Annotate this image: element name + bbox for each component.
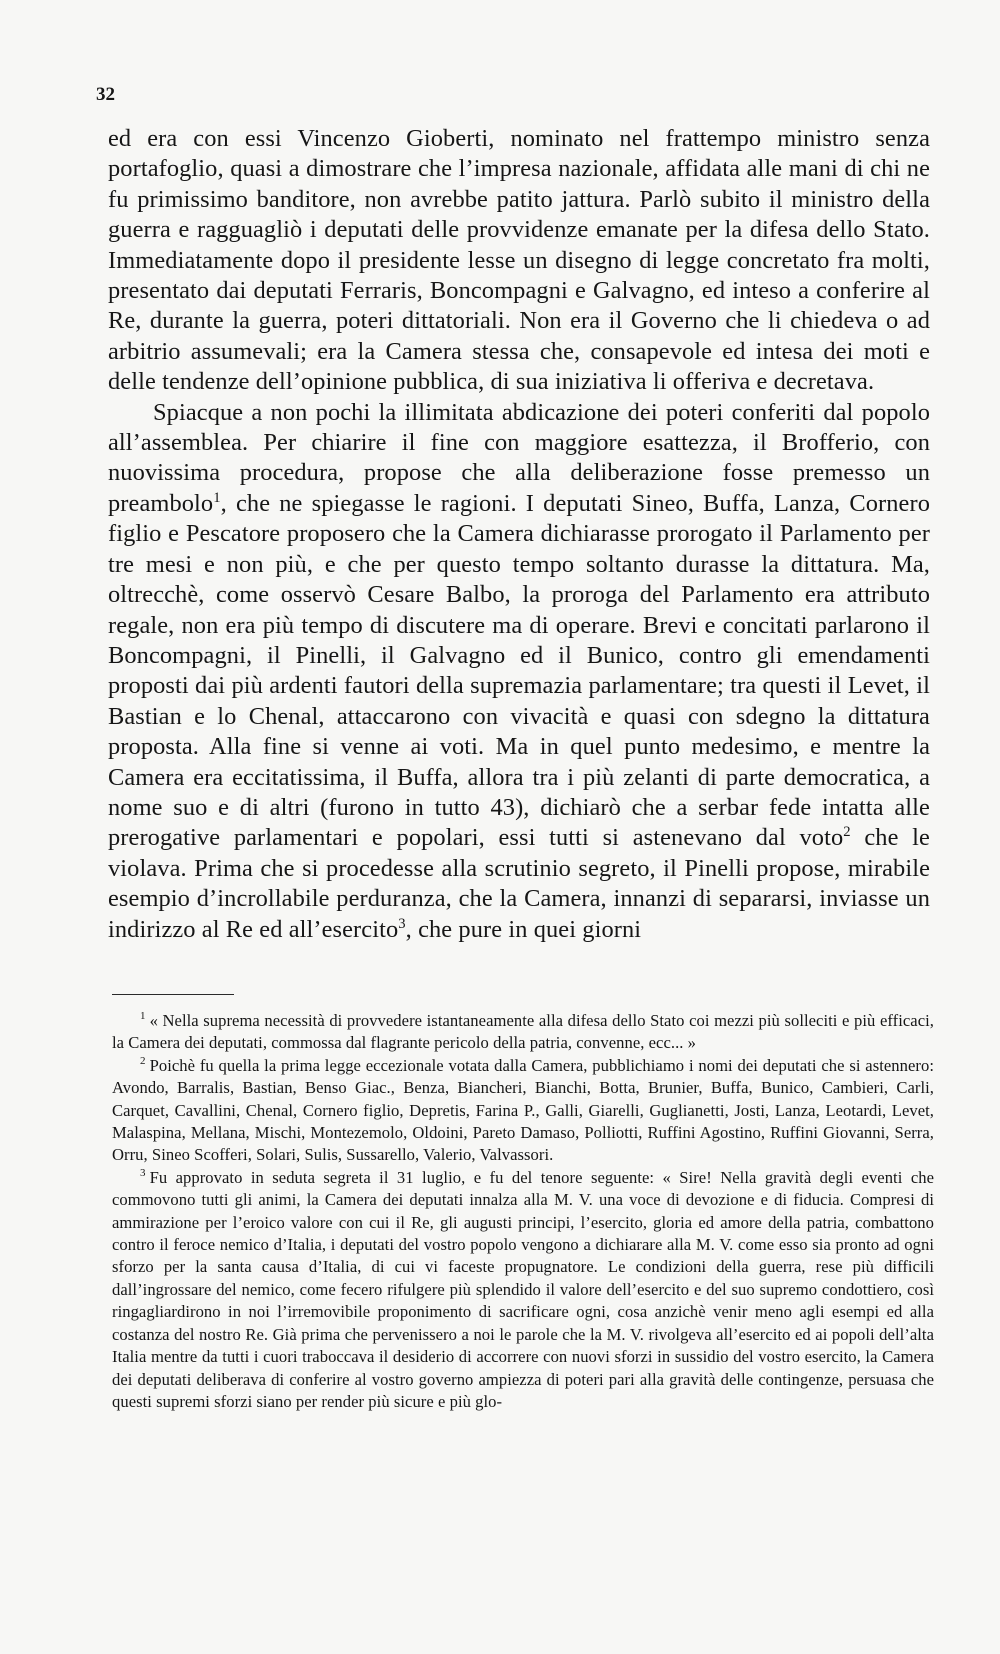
body-paragraph-2-part-d: , che pure in quei giorni — [405, 915, 642, 943]
main-text — [108, 124, 930, 945]
footnote-ref-1: 1 — [213, 489, 221, 506]
body-paragraph-1: ed era con essi Vincenzo Gioberti, nominato nel frattempo ministro senza portafoglio, quasi a dimostrare che l’impresa nazionale, affidata alle mani di chi ne fu primissimo banditore, non avrebbe patito jattura. Parlò subito il ministro della guerra e ragguagliò i deputati delle provvidenze emanate per la difesa dello Stato. Immediatamente dopo il presidente lesse un disegno di legge concretato fra molti, presentato dai deputati Ferraris, Boncompagni e Galvagno, ed inteso a conferire al Re, durante la guerra, poteri dittatoriali. Non era il Governo che li chiedeva o ad arbitrio assumevali; era la Camera stessa che, consapevole ed intesa dei moti e delle tendenze dell’opinione pubblica, di sua iniziativa li offeriva e decretava. — [108, 125, 930, 396]
footnote-3-mark: 3 — [140, 1167, 146, 1180]
body-paragraph-2-part-b: , che ne spiegasse le ragioni. I deputati Sineo, Buffa, Lanza, Cornero figlio e Pescatore proposero che la Camera dichiarasse prorogato il Parlamento per tre mesi e non più, e che per questo tempo soltanto durasse la dittatura. Ma, oltrecchè, come osservò Cesare Balbo, la proroga del Parlamento era attributo regale, non era più tempo di discutere ma di operare. Brevi e concitati parlarono il Boncompagni, il Pinelli, il Galvagno ed il Bunico, contro gli emendamenti proposti dai più ardenti fautori della supremazia parlamentare; tra questi il Levet, il Bastian e lo Chenal, attaccarono con vivacità e quasi con sdegno la dittatura proposta. Alla fine si venne ai voti. Ma in quel punto medesimo, e mentre la Camera era eccitatissima, il Buffa, allora tra i più zelanti di parte democratica, a nome suo e di altri (furono in tutto 43), dichiarò che a serbar fede intatta alle prerogative parlamentari e popolari, essi tutti si astenevano dal voto — [108, 489, 930, 852]
body-paragraph-2-part-c: che le violava. Prima che si procedesse alla scrutinio segreto, il Pinelli propose, mirabile esempio d’incrollabile perduranza, che la Camera, innanzi di separarsi, inviasse un indirizzo al Re ed all’esercito — [108, 824, 930, 943]
footnote-ref-3: 3 — [398, 915, 406, 932]
footnote-1-text: « Nella suprema necessità di provvedere istantaneamente alla difesa dello Stato coi mezzi più solleciti e più efficaci, la Camera dei deputati, commossa dal flagrante pericolo della patria, convenne, ecc... » — [112, 1011, 934, 1053]
footnote-2-mark: 2 — [140, 1055, 146, 1068]
footnote-ref-2: 2 — [843, 824, 851, 841]
body-paragraph-2-part-a: Spiacque a non pochi la illimitata abdicazione dei poteri conferiti dal popolo all’assemblea. Per chiarire il fine con maggiore esattezza, il Brofferio, con nuovissima procedura, propose che alla deliberazione fosse premesso un preambolo — [108, 398, 930, 517]
footnote-1 — [112, 1010, 934, 1055]
footnote-divider — [112, 994, 234, 995]
footnote-3 — [112, 1167, 934, 1413]
footnotes — [112, 1010, 934, 1413]
footnote-2 — [112, 1055, 934, 1167]
footnote-2-text: Poichè fu quella la prima legge eccezionale votata dalla Camera, pubblichiamo i nomi dei deputati che si astennero: Avondo, Barralis, Bastian, Benso Giac., Benza, Biancheri, Bianchi, Botta, Brunier, Buffa, Bunico, Cambieri, Carli, Carquet, Cavallini, Chenal, Cornero figlio, Depretis, Farina P., Galli, Giarelli, Guglianetti, Josti, Lanza, Leotardi, Levet, Malaspina, Mellana, Mischi, Montezemolo, Oldoini, Pareto Damaso, Polliotti, Ruffini Agostino, Ruffini Giovanni, Serra, Orru, Sineo Scofferi, Solari, Sulis, Sussarello, Valerio, Valvassori. — [112, 1055, 934, 1165]
body-paragraph-2 — [108, 398, 930, 945]
footnote-3-text: Fu approvato in seduta segreta il 31 luglio, e fu del tenore seguente: « Sire! Nella gravità degli eventi che commovono tutti gli animi, la Camera dei deputati innalza alla M. V. una voce di devozione e di fiducia. Compresi di ammirazione per l’eroico valore con cui il Re, gli augusti principi, l’esercito, gloria ed amore della patria, combattono contro il feroce nemico d’Italia, i deputati del vostro popolo vengono a dichiarare alla M. V. come esso sia pronto ad ogni sforzo per la santa causa d’Italia, di cui vi faceste propugnatore. Le condizioni della guerra, rese più difficili dall’ingrossare del nemico, come fecero rifulgere più splendido il valore dell’esercito e del suo supremo condottiero, così ringagliardirono in noi l’irremovibile proponimento di sacrificare ogni, cosa anzichè venir meno agli esempi ed alla costanza del nostro Re. Già prima che pervenissero a noi le parole che la M. V. rivolgeva all’esercito ed ai popoli dell’alta Italia mentre da tutti i cuori traboccava il desiderio di accorrere con nuovi sforzi in sussidio del vostro esercito, la Camera dei deputati deliberava di conferire al vostro governo ampiezza di poteri pari alla gravità delle contingenze, persuasa che questi supremi sforzi siano per render più sicure e più glo- — [112, 1167, 934, 1411]
page-number: 32 — [96, 84, 115, 105]
footnote-1-mark: 1 — [140, 1010, 146, 1023]
